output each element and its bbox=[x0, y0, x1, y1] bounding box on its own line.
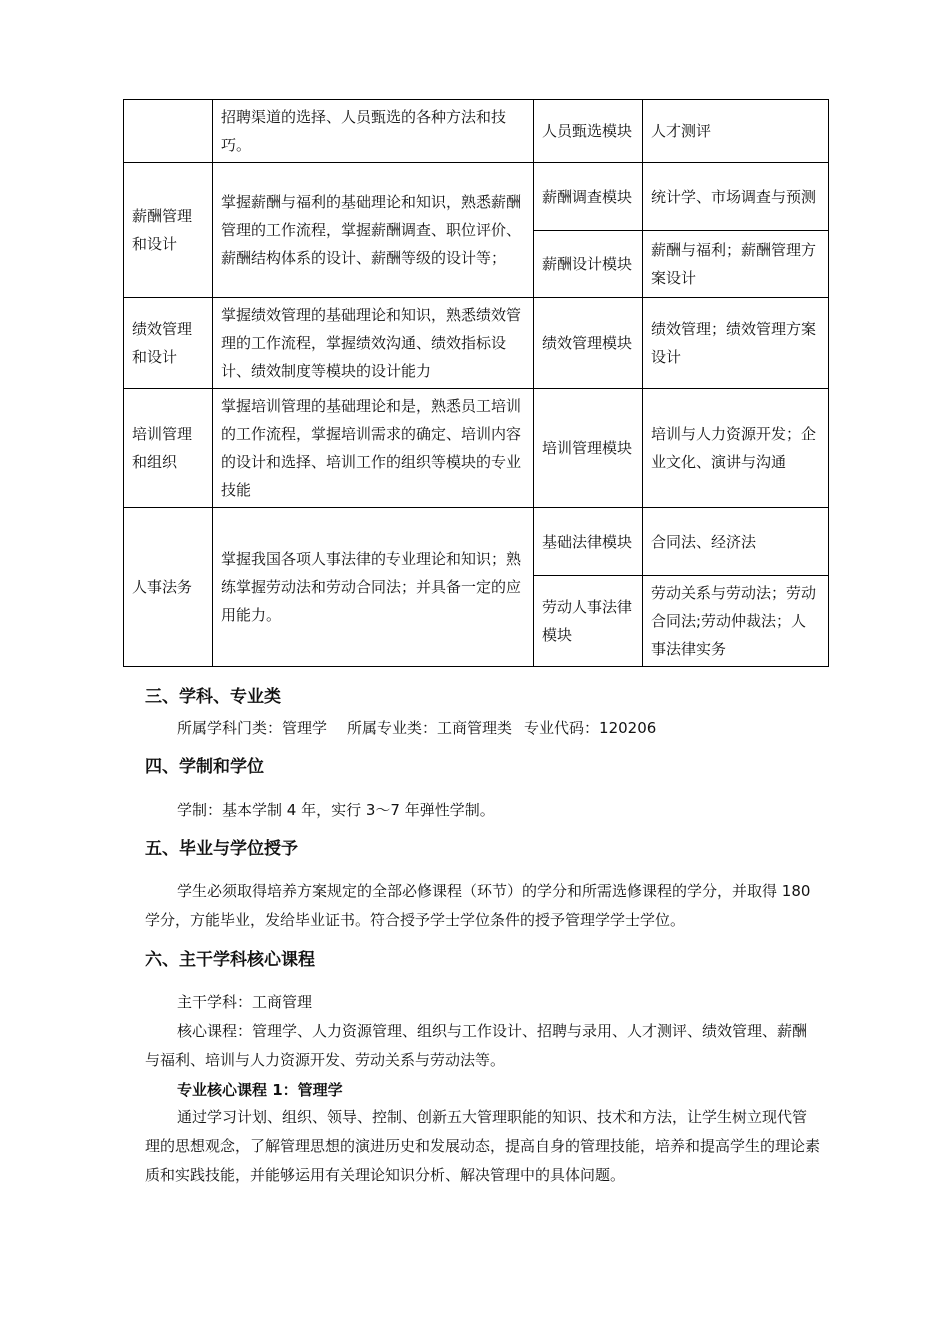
schooling-system-text: 学制：基本学制 4 年，实行 3～7 年弹性学制。 bbox=[177, 801, 495, 819]
description-cell: 掌握绩效管理的基础理论和知识，熟悉绩效管理的工作流程，掌握绩效沟通、绩效指标设计、绩效制度等模块的设计能力 bbox=[213, 298, 534, 389]
section-heading: 五、毕业与学位授予 bbox=[145, 839, 298, 859]
main-discipline-text: 主干学科：工商管理 bbox=[177, 993, 313, 1011]
curriculum-table bbox=[123, 99, 829, 667]
section-heading: 六、主干学科核心课程 bbox=[145, 950, 315, 970]
table-row bbox=[124, 100, 829, 163]
module-cell: 基础法律模块 bbox=[534, 508, 643, 576]
module-cell: 薪酬调查模块 bbox=[534, 163, 643, 231]
description-cell: 招聘渠道的选择、人员甄选的各种方法和技巧。 bbox=[213, 100, 534, 163]
module-cell: 劳动人事法律模块 bbox=[534, 576, 643, 667]
area-cell: 绩效管理和设计 bbox=[124, 298, 213, 389]
core-courses-text: 核心课程：管理学、人力资源管理、组织与工作设计、招聘与录用、人才测评、绩效管理、薪酬与福利、培训与人力资源开发、劳动关系与劳动法等。 bbox=[145, 1022, 808, 1069]
area-cell: 人事法务 bbox=[124, 508, 213, 667]
course-cell: 统计学、市场调查与预测 bbox=[643, 163, 829, 231]
module-cell: 培训管理模块 bbox=[534, 389, 643, 508]
core-course-1-text: 通过学习计划、组织、领导、控制、创新五大管理职能的知识、技术和方法，让学生树立现代管理的思想观念，了解管理思想的演进历史和发展动态，提高自身的管理技能，培养和提高学生的理论素质和实践技能，并能够运用有关理论知识分析、解决管理中的具体问题。 bbox=[145, 1108, 821, 1184]
core-course-1-title: 专业核心课程 1：管理学 bbox=[177, 1081, 343, 1099]
course-cell: 薪酬与福利；薪酬管理方案设计 bbox=[643, 231, 829, 298]
area-cell: 薪酬管理和设计 bbox=[124, 163, 213, 298]
description-cell: 掌握薪酬与福利的基础理论和知识，熟悉薪酬管理的工作流程，掌握薪酬调查、职位评价、薪酬结构体系的设计、薪酬等级的设计等； bbox=[213, 163, 534, 298]
module-cell: 薪酬设计模块 bbox=[534, 231, 643, 298]
description-cell: 掌握我国各项人事法律的专业理论和知识；熟练掌握劳动法和劳动合同法；并具备一定的应用能力。 bbox=[213, 508, 534, 667]
course-cell: 人才测评 bbox=[643, 100, 829, 163]
table-row bbox=[124, 163, 829, 231]
description-cell: 掌握培训管理的基础理论和是，熟悉员工培训的工作流程，掌握培训需求的确定、培训内容的设计和选择、培训工作的组织等模块的专业技能 bbox=[213, 389, 534, 508]
area-cell: 培训管理和组织 bbox=[124, 389, 213, 508]
table-row bbox=[124, 389, 829, 508]
course-cell: 培训与人力资源开发；企业文化、演讲与沟通 bbox=[643, 389, 829, 508]
major-code: 专业代码：120206 bbox=[524, 719, 657, 737]
course-cell: 劳动关系与劳动法；劳动合同法;劳动仲裁法；人事法律实务 bbox=[643, 576, 829, 667]
section-heading: 三、学科、专业类 bbox=[145, 687, 281, 707]
module-cell: 人员甄选模块 bbox=[534, 100, 643, 163]
graduation-text: 学生必须取得培养方案规定的全部必修课程（环节）的学分和所需选修课程的学分，并取得 180 学分，方能毕业，发给毕业证书。符合授予学士学位条件的授予管理学学士学位。 bbox=[145, 882, 811, 929]
section-heading: 四、学制和学位 bbox=[145, 757, 264, 777]
table-row bbox=[124, 508, 829, 576]
discipline-category: 所属学科门类：管理学 bbox=[177, 719, 328, 737]
table-row bbox=[124, 298, 829, 389]
major-category: 所属专业类：工商管理类 bbox=[347, 719, 513, 737]
course-cell: 合同法、经济法 bbox=[643, 508, 829, 576]
area-cell bbox=[124, 100, 213, 163]
module-cell: 绩效管理模块 bbox=[534, 298, 643, 389]
course-cell: 绩效管理；绩效管理方案设计 bbox=[643, 298, 829, 389]
discipline-info-line bbox=[177, 716, 656, 740]
